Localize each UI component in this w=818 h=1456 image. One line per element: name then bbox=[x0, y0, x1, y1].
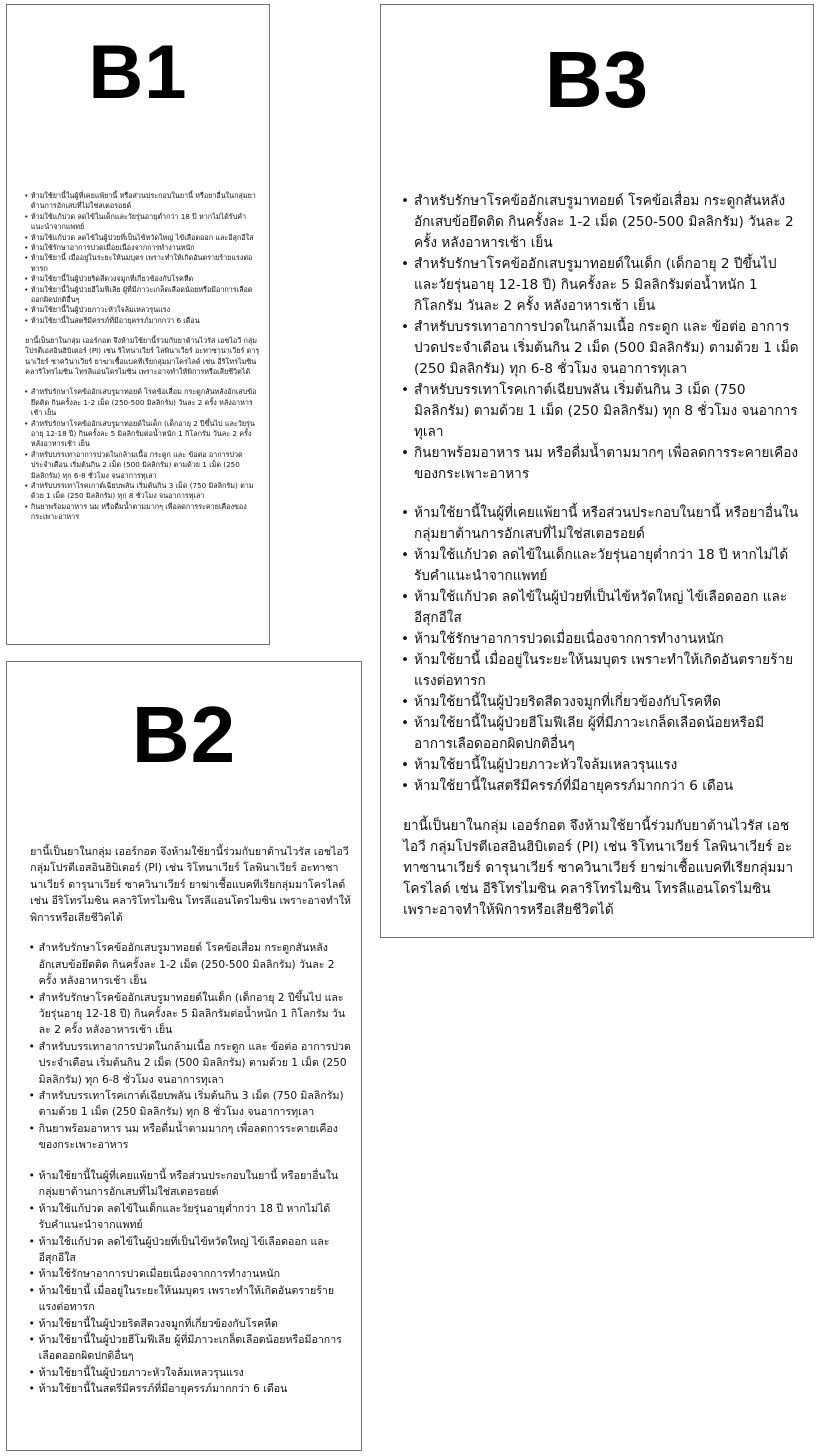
warning-item: • ห้ามใช้ยานี้ในผู้ป่วยริดสีดวงจมูกที่เกี่ยวข้องกับโรคหืด bbox=[399, 692, 801, 713]
warning-item: • ห้ามใช้แก้ปวด ลดไข้ในเด็กและวัยรุ่นอายุต่ำกว่า 18 ปี หากไม่ได้รับคำแนะนำจากแพทย์ bbox=[399, 545, 801, 587]
warning-item: • ห้ามใช้ยานี้ในผู้ป่วยฮีโมฟีเลีย ผู้ที่มีภาวะเกล็ดเลือดน้อยหรือมีอาการเลือดออกผิดปกติอื่นๆ bbox=[27, 1332, 351, 1365]
dosage-item: • สำหรับรักษาโรคข้ออักเสบรูมาทอยด์ในเด็ก (เด็กอายุ 2 ปีขึ้นไป และวัยรุ่นอายุ 12-18 ปี) กินครั้งละ 5 มิลลิกรัมต่อน้ำหนัก 1 กิโลกรัม วันละ 2 ครั้ง หลังอาหารเช้า เย็น bbox=[399, 254, 801, 317]
panel-text bbox=[27, 844, 351, 1398]
warning-item: • ห้ามใช้รักษาอาการปวดเมื่อยเนื่องจากการทำงานหนัก bbox=[27, 1266, 351, 1282]
dosage-item: • สำหรับบรรเทาอาการปวดในกล้ามเนื้อ กระดูก และ ข้อต่อ อาการปวดประจำเดือน เริ่มต้นกิน 2 เม็ด (500 มิลลิกรัม) ตามด้วย 1 เม็ด (250 มิลลิกรัม) ทุก 6-8 ชั่วโมง จนอาการทุเลา bbox=[399, 317, 801, 380]
warning-item: • ห้ามใช้ยานี้ในผู้ป่วยริดสีดวงจมูกที่เกี่ยวข้องกับโรคหืด bbox=[27, 1316, 351, 1332]
dosage-item: • สำหรับบรรเทาอาการปวดในกล้ามเนื้อ กระดูก และ ข้อต่อ อาการปวดประจำเดือน เริ่มต้นกิน 2 เม็ด (500 มิลลิกรัม) ตามด้วย 1 เม็ด (250 มิลลิกรัม) ทุก 6-8 ชั่วโมง จนอาการทุเลา bbox=[23, 450, 261, 481]
dosage-item: • สำหรับรักษาโรคข้ออักเสบรูมาทอยด์ในเด็ก (เด็กอายุ 2 ปีขึ้นไป และวัยรุ่นอายุ 12-18 ปี) กินครั้งละ 5 มิลลิกรัมต่อน้ำหนัก 1 กิโลกรัม วันละ 2 ครั้ง หลังอาหารเช้า เย็น bbox=[23, 419, 261, 450]
warning-item: • ห้ามใช้แก้ปวด ลดไข้ในผู้ป่วยที่เป็นไข้หวัดใหญ่ ไข้เลือดออก และอีสุกอีใส bbox=[23, 233, 261, 243]
ergot-note: ยานี้เป็นยาในกลุ่ม เออร์กอต จึงห้ามใช้ยานี้ร่วมกับยาต้านไวรัส เอชไอวี กลุ่มโปรตีเอสอินฮิบิเตอร์ (PI) เช่น ริโทนาเวียร์ โลพินาเวียร์ อะทาซานาเวียร์ ดารุนาเวียร์ ซาควินาเวียร์ ยาฆ่าเชื้อแบคทีเรียกลุ่มมาโครไลด์ เช่น อีริโทรไมซิน คลาริโทรไมซิน โทรลีแอนโดรไมซิน เพราะอาจทำให้พิการหรือเสียชีวิตได้ bbox=[25, 336, 260, 377]
dosage-item: • สำหรับรักษาโรคข้ออักเสบรูมาทอยด์ในเด็ก (เด็กอายุ 2 ปีขึ้นไป และวัยรุ่นอายุ 12-18 ปี) กินครั้งละ 5 มิลลิกรัมต่อน้ำหนัก 1 กิโลกรัม วันละ 2 ครั้ง หลังอาหารเช้า เย็น bbox=[27, 990, 351, 1039]
dosage-item: • สำหรับบรรเทาโรคเกาต์เฉียบพลัน เริ่มต้นกิน 3 เม็ด (750 มิลลิกรัม) ตามด้วย 1 เม็ด (250 มิลลิกรัม) ทุก 8 ชั่วโมง จนอาการทุเลา bbox=[23, 481, 261, 502]
dosage-item: • กินยาพร้อมอาหาร นม หรือดื่มน้ำตามมากๆ เพื่อลดการระคายเคืองของกระเพาะอาหาร bbox=[23, 502, 261, 523]
dosage-list bbox=[23, 387, 261, 522]
panel-code: B3 bbox=[544, 35, 650, 124]
warning-item: • ห้ามใช้ยานี้ในผู้ที่เคยแพ้ยานี้ หรือส่วนประกอบในยานี้ หรือยาอื่นในกลุ่มยาต้านการอักเสบที่ไม่ใช่สเตอรอยด์ bbox=[399, 503, 801, 545]
dosage-list bbox=[27, 940, 351, 1153]
warning-item: • ห้ามใช้ยานี้ในผู้ป่วยริดสีดวงจมูกที่เกี่ยวข้องกับโรคหืด bbox=[23, 274, 261, 284]
warning-item: • ห้ามใช้ยานี้ เมื่ออยู่ในระยะให้นมบุตร เพราะทำให้เกิดอันตรายร้ายแรงต่อทารก bbox=[23, 253, 261, 274]
dosage-item: • สำหรับบรรเทาโรคเกาต์เฉียบพลัน เริ่มต้นกิน 3 เม็ด (750 มิลลิกรัม) ตามด้วย 1 เม็ด (250 มิลลิกรัม) ทุก 8 ชั่วโมง จนอาการทุเลา bbox=[27, 1088, 351, 1121]
panel-code: B2 bbox=[131, 690, 237, 779]
warning-item: • ห้ามใช้ยานี้ในสตรีมีครรภ์ที่มีอายุครรภ์มากกว่า 6 เดือน bbox=[23, 316, 261, 326]
label-panel-b1 bbox=[6, 4, 270, 645]
warning-item: • ห้ามใช้ยานี้ในผู้ป่วยฮีโมฟีเลีย ผู้ที่มีภาวะเกล็ดเลือดน้อยหรือมีอาการเลือดออกผิดปกติอื่นๆ bbox=[23, 285, 261, 306]
dosage-item: • กินยาพร้อมอาหาร นม หรือดื่มน้ำตามมากๆ เพื่อลดการระคายเคืองของกระเพาะอาหาร bbox=[27, 1121, 351, 1154]
warning-item: • ห้ามใช้แก้ปวด ลดไข้ในผู้ป่วยที่เป็นไข้หวัดใหญ่ ไข้เลือดออก และอีสุกอีใส bbox=[27, 1234, 351, 1267]
warning-item: • ห้ามใช้แก้ปวด ลดไข้ในผู้ป่วยที่เป็นไข้หวัดใหญ่ ไข้เลือดออก และอีสุกอีใส bbox=[399, 587, 801, 629]
warning-item: • ห้ามใช้ยานี้ เมื่ออยู่ในระยะให้นมบุตร เพราะทำให้เกิดอันตรายร้ายแรงต่อทารก bbox=[27, 1283, 351, 1316]
warning-item: • ห้ามใช้ยานี้ในผู้ป่วยภาวะหัวใจล้มเหลวรุนแรง bbox=[23, 305, 261, 315]
panel-code: B1 bbox=[88, 30, 188, 115]
warning-item: • ห้ามใช้ยานี้ในผู้ที่เคยแพ้ยานี้ หรือส่วนประกอบในยานี้ หรือยาอื่นในกลุ่มยาต้านการอักเสบที่ไม่ใช่สเตอรอยด์ bbox=[27, 1168, 351, 1201]
warning-item: • ห้ามใช้ยานี้ในผู้ป่วยภาวะหัวใจล้มเหลวรุนแรง bbox=[399, 755, 801, 776]
warning-list bbox=[27, 1168, 351, 1398]
warning-item: • ห้ามใช้ยานี้ในสตรีมีครรภ์ที่มีอายุครรภ์มากกว่า 6 เดือน bbox=[27, 1381, 351, 1397]
warning-list bbox=[23, 191, 261, 326]
panel-text bbox=[399, 191, 801, 921]
warning-item: • ห้ามใช้ยานี้ในผู้ป่วยภาวะหัวใจล้มเหลวรุนแรง bbox=[27, 1365, 351, 1381]
dosage-item: • สำหรับรักษาโรคข้ออักเสบรูมาทอยด์ โรคข้อเสื่อม กระดูกสันหลังอักเสบข้อยึดติด กินครั้งละ 1-2 เม็ด (250-500 มิลลิกรัม) วันละ 2 ครั้ง หลังอาหารเช้า เย็น bbox=[23, 387, 261, 418]
dosage-item: • สำหรับรักษาโรคข้ออักเสบรูมาทอยด์ โรคข้อเสื่อม กระดูกสันหลังอักเสบข้อยึดติด กินครั้งละ 1-2 เม็ด (250-500 มิลลิกรัม) วันละ 2 ครั้ง หลังอาหารเช้า เย็น bbox=[399, 191, 801, 254]
warning-item: • ห้ามใช้ยานี้ในผู้ที่เคยแพ้ยานี้ หรือส่วนประกอบในยานี้ หรือยาอื่นในกลุ่มยาต้านการอักเสบที่ไม่ใช่สเตอรอยด์ bbox=[23, 191, 261, 212]
ergot-note: ยานี้เป็นยาในกลุ่ม เออร์กอต จึงห้ามใช้ยานี้ร่วมกับยาต้านไวรัส เอชไอวี กลุ่มโปรตีเอสอินฮิบิเตอร์ (PI) เช่น ริโทนาเวียร์ โลพินาเวียร์ อะทาซานาเวียร์ ดารุนาเวียร์ ซาควินาเวียร์ ยาฆ่าเชื้อแบคทีเรียกลุ่มมาโครไลด์ เช่น อีริโทรไมซิน คลาริโทรไมซิน โทรลีแอนโดรไมซิน เพราะอาจทำให้พิการหรือเสียชีวิตได้ bbox=[30, 846, 352, 924]
warning-list bbox=[399, 503, 801, 797]
warning-item: • ห้ามใช้รักษาอาการปวดเมื่อยเนื่องจากการทำงานหนัก bbox=[23, 243, 261, 253]
ergot-note: ยานี้เป็นยาในกลุ่ม เออร์กอต จึงห้ามใช้ยานี้ร่วมกับยาต้านไวรัส เอชไอวี กลุ่มโปรตีเอสอินฮิบิเตอร์ (PI) เช่น ริโทนาเวียร์ โลพินาเวียร์ อะทาซานาเวียร์ ดารุนาเวียร์ ซาควินาเวียร์ ยาฆ่าเชื้อแบคทีเรียกลุ่มมาโครไลด์ เช่น อีริโทรไมซิน คลาริโทรไมซิน โทรลีแอนโดรไมซิน เพราะอาจทำให้พิการหรือเสียชีวิตได้ bbox=[403, 817, 794, 918]
dosage-item: • กินยาพร้อมอาหาร นม หรือดื่มน้ำตามมากๆ เพื่อลดการระคายเคืองของกระเพาะอาหาร bbox=[399, 443, 801, 485]
warning-item: • ห้ามใช้แก้ปวด ลดไข้ในเด็กและวัยรุ่นอายุต่ำกว่า 18 ปี หากไม่ได้รับคำแนะนำจากแพทย์ bbox=[23, 212, 261, 233]
dosage-item: • สำหรับบรรเทาอาการปวดในกล้ามเนื้อ กระดูก และ ข้อต่อ อาการปวดประจำเดือน เริ่มต้นกิน 2 เม็ด (500 มิลลิกรัม) ตามด้วย 1 เม็ด (250 มิลลิกรัม) ทุก 6-8 ชั่วโมง จนอาการทุเลา bbox=[27, 1039, 351, 1088]
panel-text bbox=[23, 191, 261, 523]
dosage-item: • สำหรับรักษาโรคข้ออักเสบรูมาทอยด์ โรคข้อเสื่อม กระดูกสันหลังอักเสบข้อยึดติด กินครั้งละ 1-2 เม็ด (250-500 มิลลิกรัม) วันละ 2 ครั้ง หลังอาหารเช้า เย็น bbox=[27, 940, 351, 989]
dosage-item: • สำหรับบรรเทาโรคเกาต์เฉียบพลัน เริ่มต้นกิน 3 เม็ด (750 มิลลิกรัม) ตามด้วย 1 เม็ด (250 มิลลิกรัม) ทุก 8 ชั่วโมง จนอาการทุเลา bbox=[399, 380, 801, 443]
warning-item: • ห้ามใช้แก้ปวด ลดไข้ในเด็กและวัยรุ่นอายุต่ำกว่า 18 ปี หากไม่ได้รับคำแนะนำจากแพทย์ bbox=[27, 1201, 351, 1234]
warning-item: • ห้ามใช้ยานี้ในผู้ป่วยฮีโมฟีเลีย ผู้ที่มีภาวะเกล็ดเลือดน้อยหรือมีอาการเลือดออกผิดปกติอื่นๆ bbox=[399, 713, 801, 755]
dosage-list bbox=[399, 191, 801, 485]
label-panel-b2 bbox=[6, 661, 362, 1451]
warning-item: • ห้ามใช้ยานี้ในสตรีมีครรภ์ที่มีอายุครรภ์มากกว่า 6 เดือน bbox=[399, 776, 801, 797]
label-panel-b3 bbox=[380, 4, 814, 938]
warning-item: • ห้ามใช้ยานี้ เมื่ออยู่ในระยะให้นมบุตร เพราะทำให้เกิดอันตรายร้ายแรงต่อทารก bbox=[399, 650, 801, 692]
warning-item: • ห้ามใช้รักษาอาการปวดเมื่อยเนื่องจากการทำงานหนัก bbox=[399, 629, 801, 650]
